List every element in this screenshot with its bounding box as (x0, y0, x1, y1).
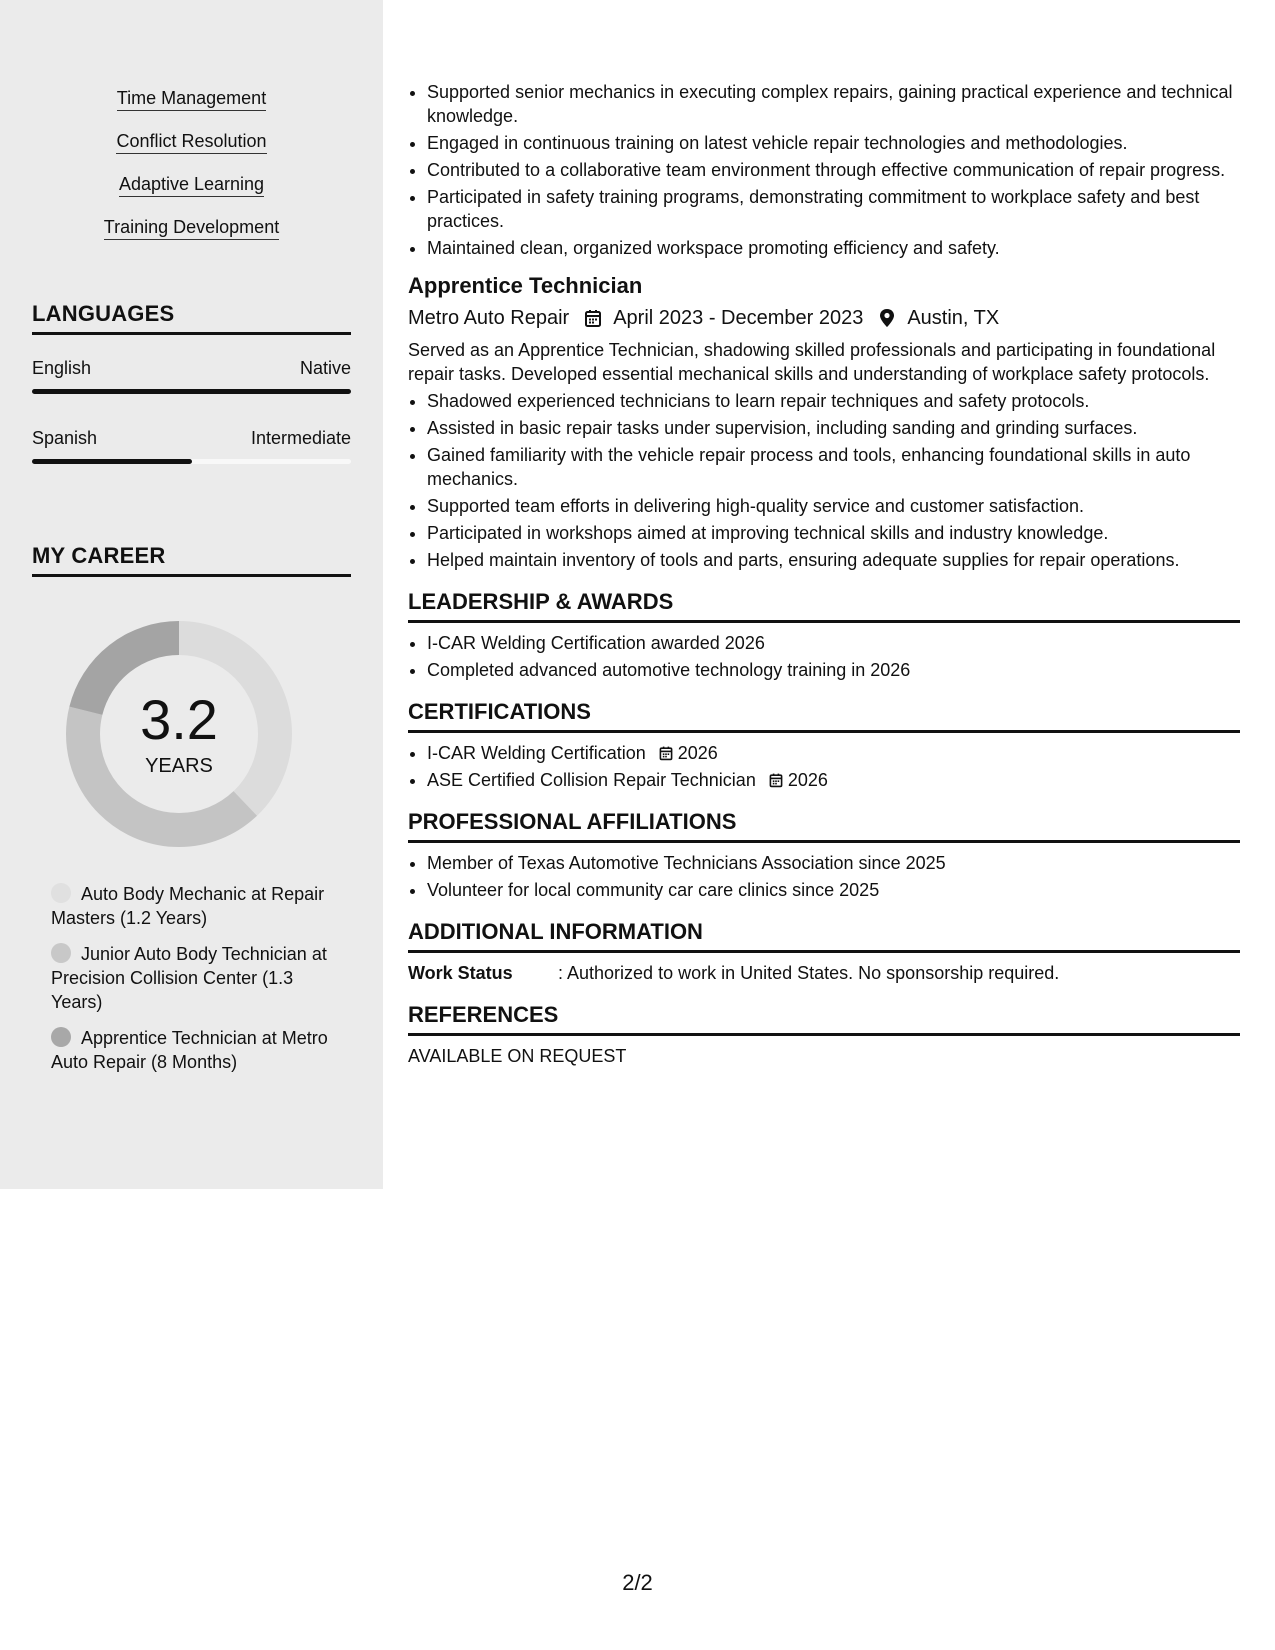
references-text: AVAILABLE ON REQUEST (408, 1046, 627, 1066)
legend-dot (51, 1027, 71, 1047)
skill-item: Time Management (117, 86, 266, 111)
job-company: Metro Auto Repair (408, 307, 570, 329)
language-row (32, 428, 351, 449)
bullet-item: • Gained familiarity with the vehicle repair process and tools, enhancing foundational skills in auto mechanics. (427, 443, 1240, 491)
career-legend-label: Junior Auto Body Technician at Precision Collision Center (1.3 Years) (51, 944, 327, 1012)
leadership-list (408, 631, 1240, 682)
bullet-item: • Shadowed experienced technicians to learn repair techniques and safety protocols. (427, 389, 1240, 413)
certifications-list (408, 741, 1240, 792)
bullet-item: • Helped maintain inventory of tools and parts, ensuring adequate supplies for repair operations. (427, 548, 1240, 572)
job-bullets (408, 389, 1240, 572)
work-status-row (408, 961, 1240, 985)
certification-name: I-CAR Welding Certification (427, 743, 646, 763)
skill-item: Conflict Resolution (116, 129, 266, 154)
affiliation-item: • Volunteer for local community car care clinics since 2025 (427, 878, 1240, 902)
bullet-item: • Maintained clean, organized workspace promoting efficiency and safety. (427, 236, 1240, 260)
career-total-years: 3.2 (140, 688, 218, 751)
career-legend (51, 882, 331, 1086)
language-name: English (32, 358, 92, 378)
career-legend-item (51, 882, 331, 930)
bullet-item: • Participated in safety training programs, demonstrating commitment to workplace safety and best practices. (427, 185, 1240, 233)
page-number: 2/2 (622, 1570, 653, 1595)
calendar-icon (658, 745, 674, 761)
language-proficiency-bar (32, 389, 351, 394)
career-total-unit: YEARS (145, 755, 213, 777)
language-proficiency-fill (32, 389, 351, 394)
bullet-item: • Assisted in basic repair tasks under supervision, including sanding and grinding surfaces. (427, 416, 1240, 440)
career-legend-item (51, 942, 331, 1014)
career-legend-label: Auto Body Mechanic at Repair Masters (1.2 Years) (51, 884, 325, 928)
career-legend-label: Apprentice Technician at Metro Auto Repair (8 Months) (51, 1028, 328, 1072)
career-heading: MY CAREER (32, 543, 351, 577)
job-location: Austin, TX (907, 307, 1000, 329)
additional-info-heading: ADDITIONAL INFORMATION (408, 918, 1240, 953)
certification-year: 2026 (677, 743, 718, 763)
certification-item (427, 741, 1240, 765)
job-dates: April 2023 - December 2023 (613, 307, 864, 329)
bullet-item: • Engaged in continuous training on latest vehicle repair technologies and methodologies. (427, 131, 1240, 155)
skill-item: Adaptive Learning (119, 172, 264, 197)
affiliation-item: • Member of Texas Automotive Technicians Association since 2025 (427, 851, 1240, 875)
leadership-item: • Completed advanced automotive technology training in 2026 (427, 658, 1240, 682)
calendar-icon (768, 772, 784, 788)
languages-heading: LANGUAGES (32, 301, 351, 335)
language-level: Native (299, 358, 351, 378)
skills-list (32, 86, 351, 258)
certification-year: 2026 (787, 770, 828, 790)
bullet-item: • Supported team efforts in delivering high-quality service and customer satisfaction. (427, 494, 1240, 518)
language-level: Intermediate (250, 428, 351, 448)
language-proficiency-fill (32, 459, 192, 464)
certification-item (427, 768, 1240, 792)
leadership-heading: LEADERSHIP & AWARDS (408, 588, 1240, 623)
bullet-item: • Contributed to a collaborative team environment through effective communication of repair progress. (427, 158, 1240, 182)
affiliations-list (408, 851, 1240, 902)
job-description: Served as an Apprentice Technician, shadowing skilled professionals and participating in foundational repair tasks. Developed essential mechanical skills and understanding of workplace safety protocols. (408, 340, 1216, 384)
certification-name: ASE Certified Collision Repair Technician (427, 770, 756, 790)
main-content (408, 80, 1240, 1068)
job-meta (408, 304, 1240, 332)
calendar-icon (583, 308, 603, 328)
work-status-value: : Authorized to work in United States. No sponsorship required. (558, 963, 1060, 983)
skill-item: Training Development (104, 215, 279, 240)
sidebar (0, 0, 383, 1189)
bullet-item: • Supported senior mechanics in executing complex repairs, gaining practical experience and technical knowledge. (427, 80, 1240, 128)
language-name: Spanish (32, 428, 98, 448)
career-legend-item (51, 1026, 331, 1074)
previous-job-bullets (408, 80, 1240, 260)
leadership-item: • I-CAR Welding Certification awarded 2026 (427, 631, 1240, 655)
affiliations-heading: PROFESSIONAL AFFILIATIONS (408, 808, 1240, 843)
legend-dot (51, 883, 71, 903)
language-proficiency-bar (32, 459, 351, 464)
language-row (32, 358, 351, 379)
certifications-heading: CERTIFICATIONS (408, 698, 1240, 733)
legend-dot (51, 943, 71, 963)
bullet-item: • Participated in workshops aimed at improving technical skills and industry knowledge. (427, 521, 1240, 545)
work-status-label: Work Status (408, 963, 513, 983)
references-heading: REFERENCES (408, 1001, 1240, 1036)
job-title: Apprentice Technician (408, 273, 643, 298)
location-pin-icon (877, 308, 897, 328)
